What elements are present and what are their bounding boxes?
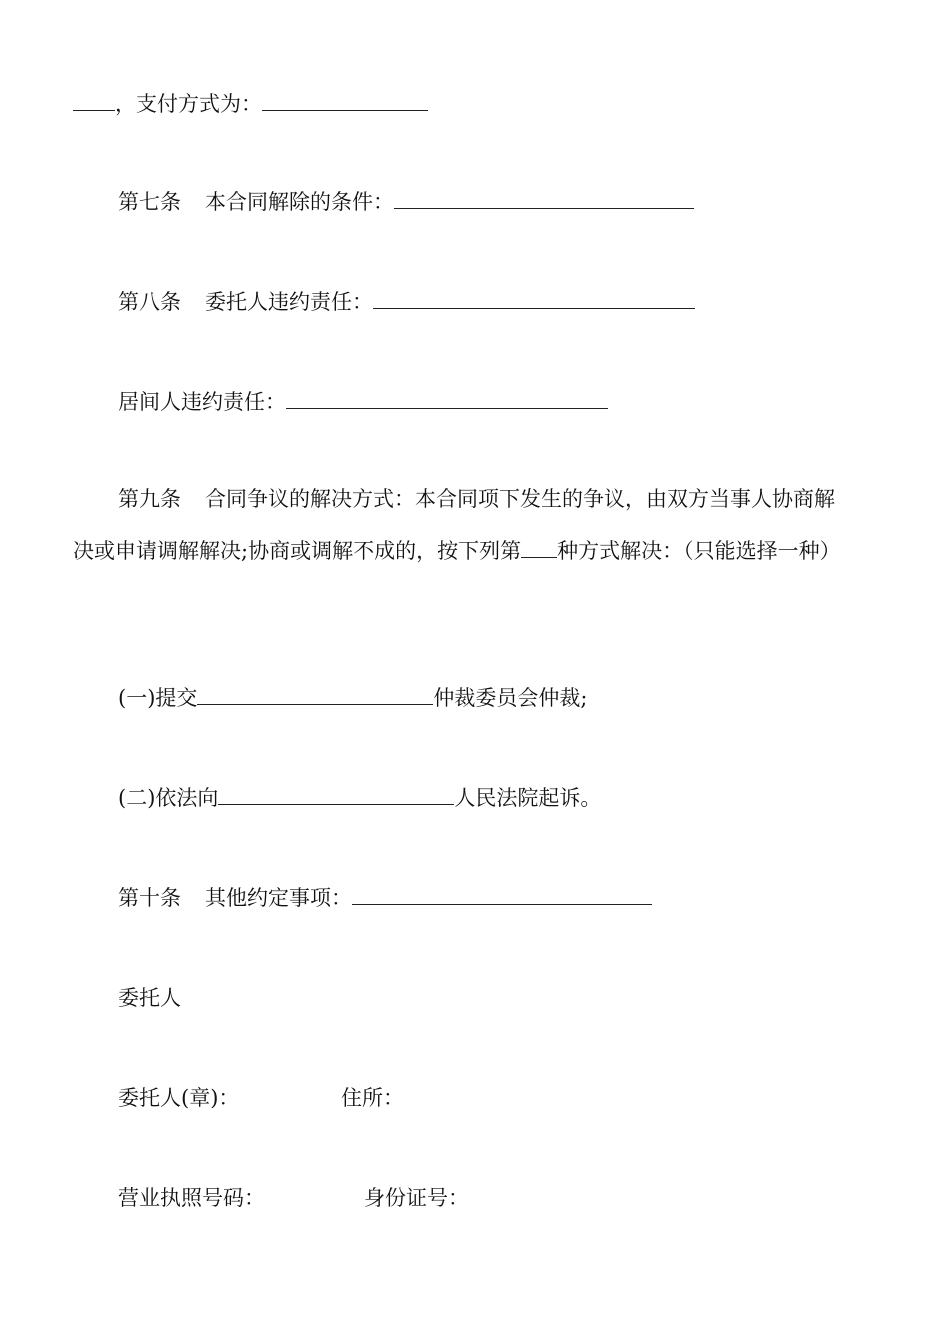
article-10-blank xyxy=(352,886,652,905)
article-8-blank xyxy=(373,290,695,309)
article-9-label: 第九条 xyxy=(118,487,181,511)
article-9-text: 合同争议的解决方式：本合同项下发生的争议，由双方当事人协商解 xyxy=(205,487,835,511)
payment-method-blank xyxy=(262,92,428,111)
article-10-label: 第十条 xyxy=(118,886,181,910)
broker-liability xyxy=(118,388,608,416)
option-2-prefix: (二)依法向 xyxy=(118,786,219,810)
article-9-continued xyxy=(73,537,841,565)
article-7-text: 本合同解除的条件： xyxy=(205,190,394,214)
article-10-text: 其他约定事项： xyxy=(205,886,352,910)
payment-method-label: ，支付方式为： xyxy=(115,92,262,116)
article-9-cont-a: 决或申请调解解决;协商或调解不成的，按下列第 xyxy=(73,539,522,563)
id-number-label: 身份证号： xyxy=(364,1186,469,1210)
address-label: 住所： xyxy=(341,1086,404,1110)
client-heading: 委托人 xyxy=(118,986,181,1010)
option-2-suffix: 人民法院起诉。 xyxy=(454,786,602,810)
article-10 xyxy=(118,884,652,912)
option-1-suffix: 仲裁委员会仲裁; xyxy=(433,686,588,710)
article-8-text: 委托人违约责任： xyxy=(205,290,373,314)
broker-liability-blank xyxy=(286,390,608,409)
payment-method-line xyxy=(73,90,428,118)
article-9 xyxy=(118,485,835,513)
article-7-blank xyxy=(394,190,694,209)
article-8 xyxy=(118,288,695,316)
article-9-cont-b: 种方式解决：（只能选择一种） xyxy=(557,539,841,563)
court-blank xyxy=(218,786,454,805)
broker-liability-text: 居间人违约责任： xyxy=(118,390,286,414)
option-lawsuit xyxy=(118,784,601,812)
client-seal-label: 委托人(章)： xyxy=(118,1086,240,1110)
article-8-label: 第八条 xyxy=(118,290,181,314)
article-7-label: 第七条 xyxy=(118,190,181,214)
article-7 xyxy=(118,188,694,216)
option-1-prefix: (一)提交 xyxy=(118,686,198,710)
option-arbitration xyxy=(118,684,587,712)
arbitration-committee-blank xyxy=(197,686,433,705)
article-9-choice-blank xyxy=(521,539,557,558)
business-license-label: 营业执照号码： xyxy=(118,1186,265,1210)
blank-field xyxy=(73,92,115,111)
